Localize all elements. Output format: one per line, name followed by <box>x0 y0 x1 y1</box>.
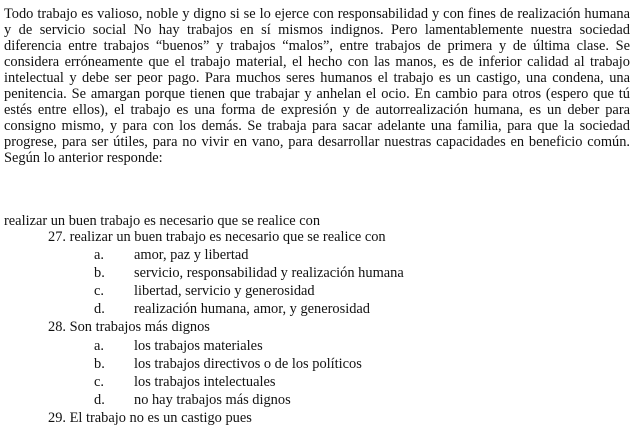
option-letter: d. <box>94 301 105 317</box>
option-text: libertad, servicio y generosidad <box>134 283 315 299</box>
option-text: los trabajos materiales <box>134 338 263 354</box>
option-letter: a. <box>94 338 104 354</box>
question-28: 28. Son trabajos más dignos <box>48 319 210 335</box>
question-27: 27. realizar un buen trabajo es necesario que se realice con <box>48 229 386 245</box>
option-text: no hay trabajos más dignos <box>134 392 291 408</box>
question-29: 29. El trabajo no es un castigo pues <box>48 410 252 426</box>
question-stem: realizar un buen trabajo es necesario que se realice con <box>4 213 321 229</box>
option-text: amor, paz y libertad <box>134 247 249 263</box>
option-letter: c. <box>94 283 104 299</box>
option-text: los trabajos intelectuales <box>134 374 276 390</box>
option-letter: a. <box>94 247 104 263</box>
option-letter: b. <box>94 356 105 372</box>
option-letter: c. <box>94 374 104 390</box>
option-letter: d. <box>94 392 105 408</box>
option-text: servicio, responsabilidad y realización humana <box>134 265 404 281</box>
option-letter: b. <box>94 265 105 281</box>
option-text: los trabajos directivos o de los políticos <box>134 356 362 372</box>
option-text: realización humana, amor, y generosidad <box>134 301 370 317</box>
reading-passage: Todo trabajo es valioso, noble y digno si se lo ejerce con responsabilidad y con fines de realización humana y de servicio social No hay trabajos en sí mismos indignos. Pero lamentablemente nuestra sociedad diferencia entre trabajos “buenos” y trabajos “malos”, entre trabajos de primera y de última clase. Se considera erróneamente que el trabajo material, el hecho con las manos, es de inferior calidad al trabajo intelectual y debe ser peor pago. Para muchos seres humanos el trabajo es un castigo, una condena, una penitencia. Se amargan porque tienen que trabajar y anhelan el ocio. En cambio para otros (espero que tú estés entre ellos), el trabajo es una forma de expresión y de autorrealización humana, es un deber para consigno mismo, y para con los demás. Se trabaja para sacar adelante una familia, para que la sociedad progrese, para ser útiles, para no vivir en vano, para desarrollar nuestras capacidades en beneficio común. Según lo anterior responde: <box>4 6 630 166</box>
